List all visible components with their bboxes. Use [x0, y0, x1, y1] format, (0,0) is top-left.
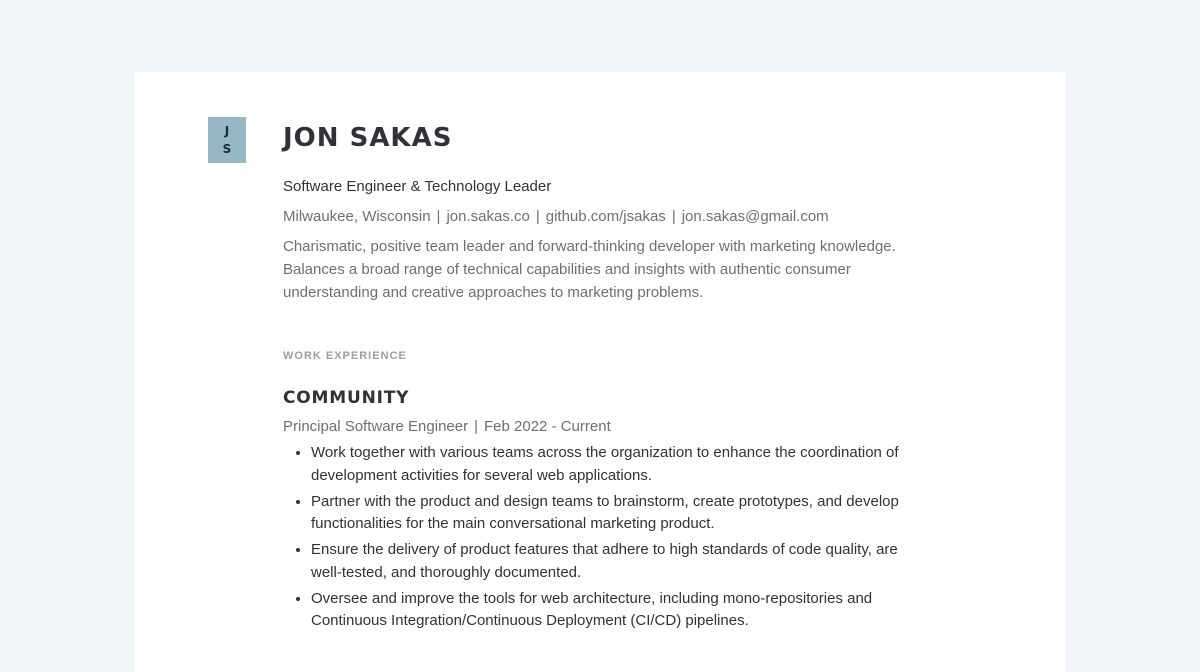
contact-separator: |	[436, 208, 441, 225]
job-company: COMMUNITY	[283, 388, 410, 408]
job-role-separator: |	[474, 418, 479, 435]
job-entry	[283, 387, 913, 633]
monogram-badge	[208, 117, 246, 163]
job-role-line	[283, 417, 913, 437]
candidate-name: JON SAKAS	[283, 123, 453, 153]
contact-separator: |	[671, 208, 676, 225]
contact-line	[283, 207, 913, 227]
contact-location: Milwaukee, Wisconsin	[283, 208, 431, 225]
monogram-last-initial: S	[222, 142, 232, 156]
contact-website-link[interactable]: jon.sakas.co	[446, 208, 530, 225]
job-bullet: • Oversee and improve the tools for web architecture, including mono-repositories and Continuous Integration/Continuous Deployment (CI/CD) pipelines.	[311, 588, 911, 633]
job-title: Principal Software Engineer	[283, 418, 469, 435]
professional-summary: Charismatic, positive team leader and forward-thinking developer with marketing knowledge. Balances a broad range of technical capabilities and insights with authentic consumer understanding and creative approaches to marketing problems.	[283, 238, 896, 301]
job-bullet-list	[283, 442, 911, 633]
resume-content	[283, 120, 913, 636]
resume-page	[134, 72, 1066, 672]
job-bullet: • Work together with various teams across the organization to enhance the coordination of development activities for several web applications.	[311, 442, 911, 487]
contact-email-link[interactable]: jon.sakas@gmail.com	[681, 208, 829, 225]
job-dates: Feb 2022 - Current	[484, 418, 611, 435]
candidate-headline: Software Engineer & Technology Leader	[283, 178, 552, 195]
contact-separator: |	[535, 208, 540, 225]
section-title-work-experience: WORK EXPERIENCE	[283, 350, 407, 362]
monogram-first-initial: J	[224, 124, 230, 138]
contact-github-link[interactable]: github.com/jsakas	[545, 208, 666, 225]
job-bullet: • Ensure the delivery of product features that adhere to high standards of code quality, are well-tested, and thoroughly documented.	[311, 539, 911, 584]
job-bullet: • Partner with the product and design teams to brainstorm, create prototypes, and develop functionalities for the main conversational marketing product.	[311, 491, 911, 536]
